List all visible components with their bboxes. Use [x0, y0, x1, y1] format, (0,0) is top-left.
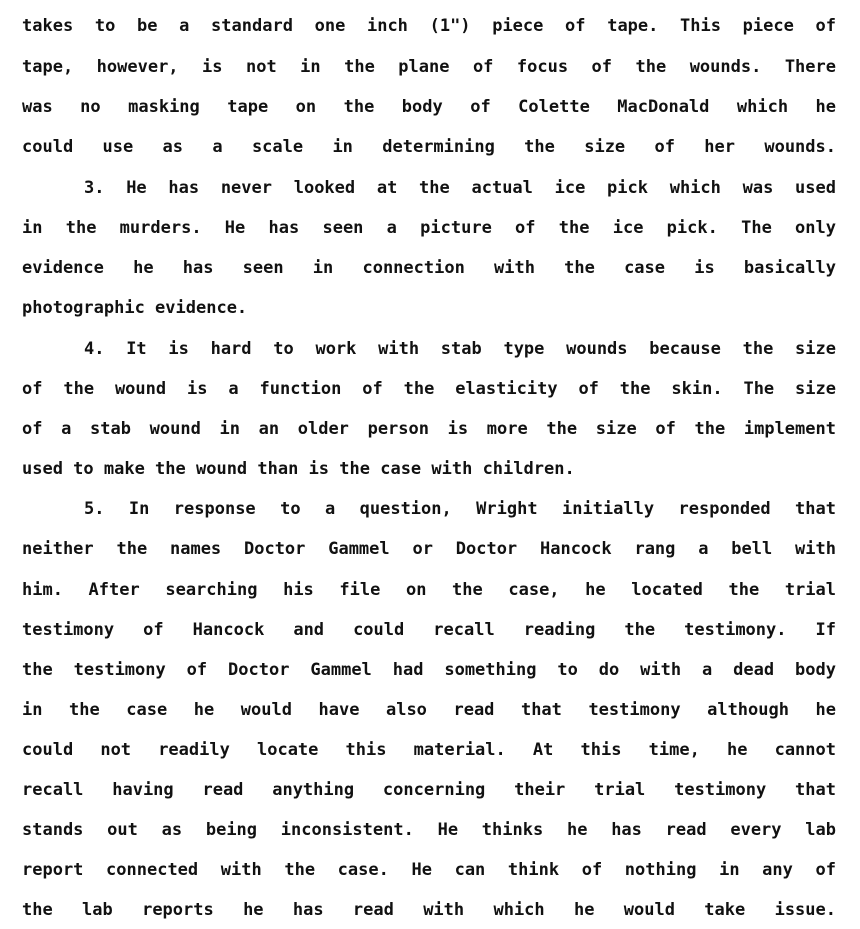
text-line: recall having read anything concerning their trial testimony that: [22, 780, 836, 800]
text-line: him. After searching his file on the case, he located the trial: [22, 580, 836, 600]
text-line: of the wound is a function of the elasticity of the skin. The size: [22, 379, 836, 399]
text-line: of a stab wound in an older person is more the size of the implement: [22, 419, 836, 439]
text-line: the lab reports he has read with which he would take issue.: [22, 900, 836, 920]
text-line: used to make the wound than is the case with children.: [22, 459, 575, 479]
text-line: could not readily locate this material. At this time, he cannot: [22, 740, 836, 760]
text-line: evidence he has seen in connection with the case is basically: [22, 258, 836, 278]
text-line: testimony of Hancock and could recall reading the testimony. If: [22, 620, 836, 640]
text-line: could use as a scale in determining the size of her wounds.: [22, 137, 836, 157]
text-line: in the murders. He has seen a picture of the ice pick. The only: [22, 218, 836, 238]
text-line: stands out as being inconsistent. He thinks he has read every lab: [22, 820, 836, 840]
text-line: was no masking tape on the body of Colette MacDonald which he: [22, 97, 836, 117]
text-line: in the case he would have also read that testimony although he: [22, 700, 836, 720]
paragraph-3-first-line: 3. He has never looked at the actual ice pick which was used: [84, 178, 836, 198]
text-line: report connected with the case. He can think of nothing in any of: [22, 860, 836, 880]
paragraph-4-first-line: 4. It is hard to work with stab type wounds because the size: [84, 339, 836, 359]
text-line: tape, however, is not in the plane of focus of the wounds. There: [22, 57, 836, 77]
text-line: photographic evidence.: [22, 298, 248, 318]
paragraph-5-first-line: 5. In response to a question, Wright initially responded that: [84, 499, 836, 519]
text-line: the testimony of Doctor Gammel had something to do with a dead body: [22, 660, 836, 680]
text-line: neither the names Doctor Gammel or Doctor Hancock rang a bell with: [22, 539, 836, 559]
text-line: takes to be a standard one inch (1") piece of tape. This piece of: [22, 16, 836, 36]
